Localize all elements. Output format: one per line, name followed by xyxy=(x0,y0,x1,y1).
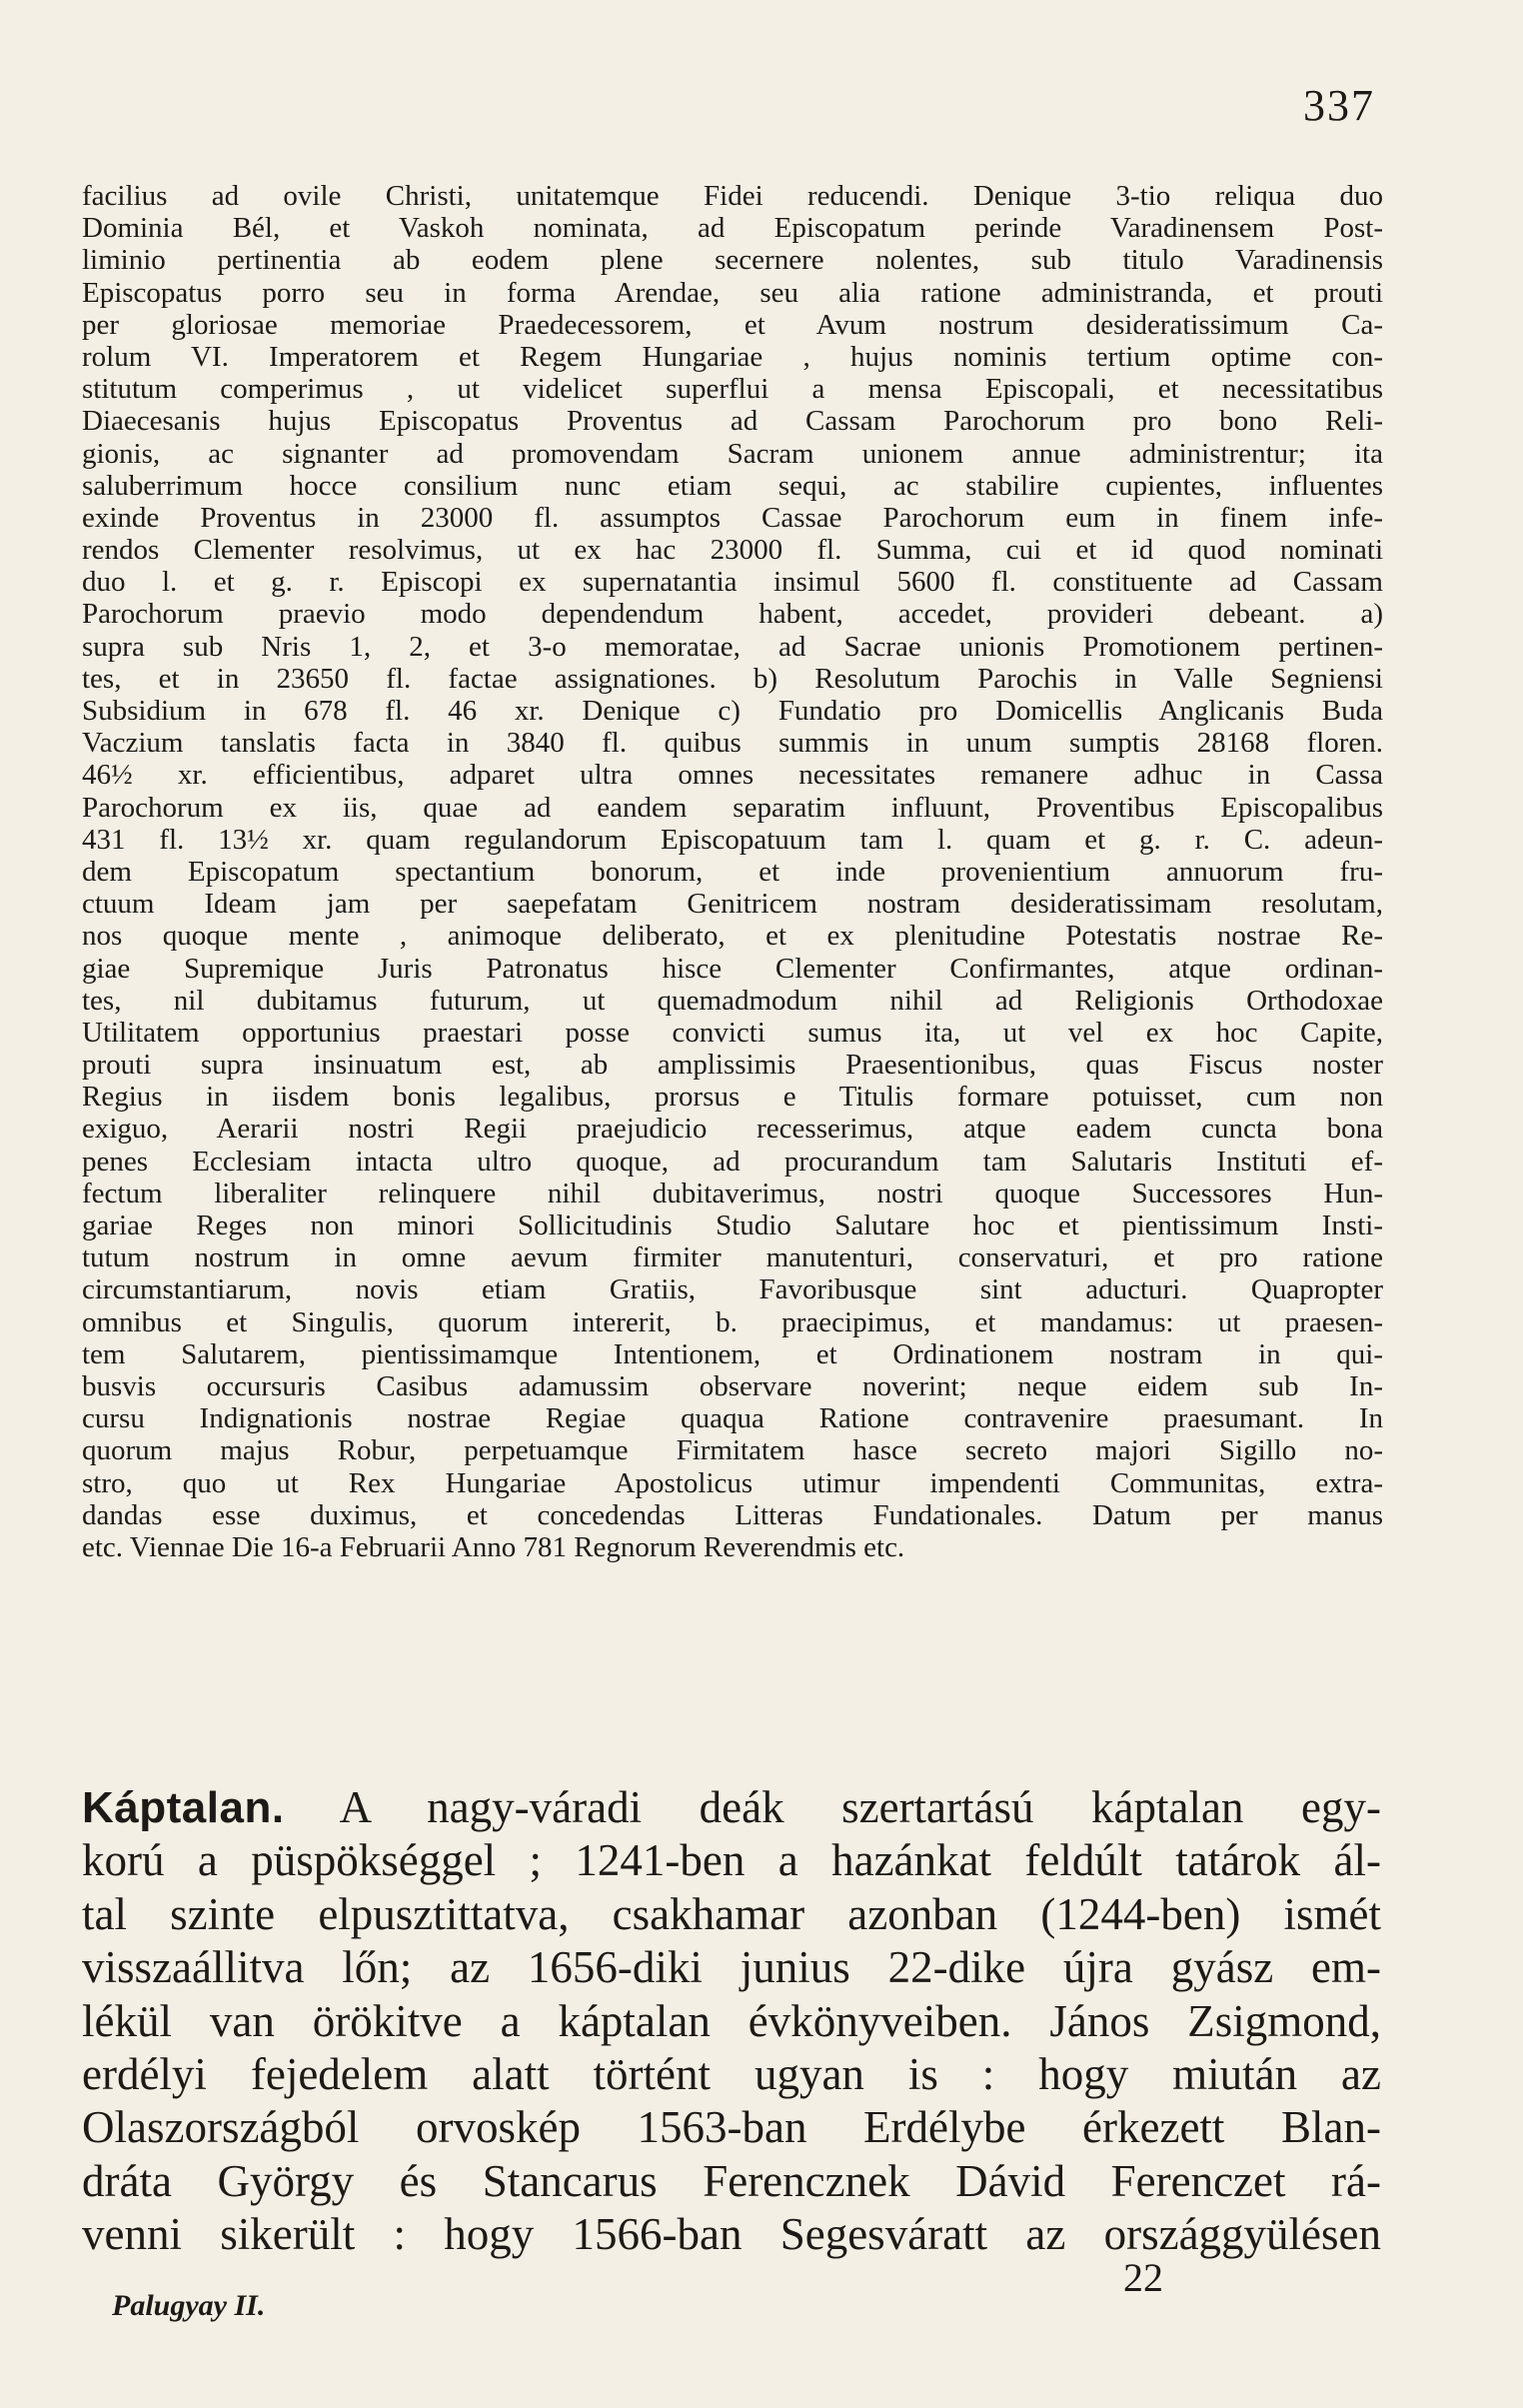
latin-line: Vaczium tanslatis facta in 3840 fl. quibus summis in unum sumptis 28168 floren. xyxy=(82,727,1383,760)
latin-line: Diaecesanis hujus Episcopatus Proventus ad Cassam Parochorum pro bono Reli- xyxy=(82,405,1383,438)
hungarian-line: dráta György és Stancarus Ferencznek Dávid Ferenczet rá- xyxy=(82,2155,1381,2206)
hungarian-text xyxy=(82,1781,1381,2262)
latin-line: facilius ad ovile Christi, unitatemque Fidei reducendi. Denique 3-tio reliqua duo xyxy=(82,180,1383,212)
latin-line: per gloriosae memoriae Praedecessorem, et Avum nostrum desideratissimum Ca- xyxy=(82,308,1383,341)
hungarian-line: lékül van örökitve a káptalan évkönyveiben. János Zsigmond, xyxy=(82,1995,1381,2046)
latin-line: ctuum Ideam jam per saepefatam Genitricem nostram desideratissimam resolutam, xyxy=(82,888,1383,921)
latin-line: 431 fl. 13½ xr. quam regulandorum Episcopatuum tam l. quam et g. r. C. adeun- xyxy=(82,823,1383,856)
sheet-number: 22 xyxy=(1123,2255,1163,2300)
hungarian-first-line-text: A nagy-váradi deák szertartású káptalan egy- xyxy=(284,1782,1381,1832)
latin-line: prouti supra insinuatum est, ab amplissimis Praesentionibus, quas Fiscus noster xyxy=(82,1049,1383,1082)
page-number: 337 xyxy=(1303,81,1375,130)
latin-line: giae Supremique Juris Patronatus hisce Clementer Confirmantes, atque ordinan- xyxy=(82,952,1383,985)
hungarian-line: visszaállitva lőn; az 1656-diki junius 22-dike újra gyász em- xyxy=(82,1942,1381,1993)
latin-line: Dominia Bél, et Vaskoh nominata, ad Episcopatum perinde Varadinensem Post- xyxy=(82,212,1383,245)
latin-line: exiguo, Aerarii nostri Regii praejudicio recesserimus, atque eadem cuncta bona xyxy=(82,1113,1383,1146)
latin-line: Episcopatus porro seu in forma Arendae, seu alia ratione administranda, et prouti xyxy=(82,276,1383,309)
latin-line: 46½ xr. efficientibus, adparet ultra omnes necessitates remanere adhuc in Cassa xyxy=(82,759,1383,792)
hungarian-line: Olaszországból orvoskép 1563-ban Erdélybe érkezett Blan- xyxy=(82,2102,1381,2153)
latin-line: penes Ecclesiam intacta ultro quoque, ad procurandum tam Salutaris Instituti ef- xyxy=(82,1145,1383,1178)
latin-line: supra sub Nris 1, 2, et 3-o memoratae, ad Sacrae unionis Promotionem pertinen- xyxy=(82,630,1383,663)
latin-line: nos quoque mente , animoque deliberato, et ex plenitudine Potestatis nostrae Re- xyxy=(82,920,1383,953)
latin-line: rolum VI. Imperatorem et Regem Hungariae , hujus nominis tertium optime con- xyxy=(82,340,1383,373)
hungarian-line: venni sikerült : hogy 1566-ban Segesváratt az országgyülésen xyxy=(82,2209,1381,2260)
latin-line: tem Salutarem, pientissimamque Intentionem, et Ordinationem nostram in qui- xyxy=(82,1337,1383,1370)
latin-line: saluberrimum hocce consilium nunc etiam sequi, ac stabilire cupientes, influentes xyxy=(82,469,1383,502)
latin-line: exinde Proventus in 23000 fl. assumptos Cassae Parochorum eum in finem infe- xyxy=(82,501,1383,534)
signature-mark: Palugyay II. xyxy=(112,2289,266,2322)
latin-line: stro, quo ut Rex Hungariae Apostolicus utimur impendenti Communitas, extra- xyxy=(82,1466,1383,1499)
latin-line: duo l. et g. r. Episcopi ex supernatantia insimul 5600 fl. constituente ad Cassam xyxy=(82,566,1383,599)
latin-line: Regius in iisdem bonis legalibus, prorsus e Titulis formare potuisset, cum non xyxy=(82,1081,1383,1114)
section-heading: Káptalan. xyxy=(82,1783,285,1832)
latin-line: dem Episcopatum spectantium bonorum, et inde provenientium annuorum fru- xyxy=(82,855,1383,888)
latin-line: quorum majus Robur, perpetuamque Firmitatem hasce secreto majori Sigillo no- xyxy=(82,1434,1383,1467)
latin-line: tes, et in 23650 fl. factae assignationes. b) Resolutum Parochis in Valle Segniensi xyxy=(82,662,1383,695)
hungarian-line xyxy=(82,1781,1381,1834)
latin-line: Parochorum praevio modo dependendum habent, accedet, provideri debeant. a) xyxy=(82,598,1383,631)
latin-line: liminio pertinentia ab eodem plene secernere nolentes, sub titulo Varadinensis xyxy=(82,244,1383,277)
latin-line: Subsidium in 678 fl. 46 xr. Denique c) Fundatio pro Domicellis Anglicanis Buda xyxy=(82,695,1383,727)
latin-line: rendos Clementer resolvimus, ut ex hac 23000 fl. Summa, cui et id quod nominati xyxy=(82,534,1383,567)
latin-line: omnibus et Singulis, quorum intererit, b. praecipimus, et mandamus: ut praesen- xyxy=(82,1305,1383,1338)
hungarian-line: korú a püspökséggel ; 1241-ben a hazánkat feldúlt tatárok ál- xyxy=(82,1835,1381,1886)
latin-line: cursu Indignationis nostrae Regiae quaqua Ratione contravenire praesumant. In xyxy=(82,1402,1383,1435)
latin-line: gionis, ac signanter ad promovendam Sacram unionem annue administrentur; ita xyxy=(82,437,1383,470)
latin-line: tutum nostrum in omne aevum firmiter manutenturi, conservaturi, et pro ratione xyxy=(82,1241,1383,1274)
latin-line: gariae Reges non minori Sollicitudinis Studio Salutare hoc et pientissimum Insti- xyxy=(82,1209,1383,1241)
latin-line: tes, nil dubitamus futurum, ut quemadmodum nihil ad Religionis Orthodoxae xyxy=(82,984,1383,1017)
latin-document-text xyxy=(82,180,1383,1563)
latin-line: dandas esse duximus, et concedendas Litteras Fundationales. Datum per manus xyxy=(82,1498,1383,1531)
latin-line: Parochorum ex iis, quae ad eandem separatim influunt, Proventibus Episcopalibus xyxy=(82,791,1383,824)
latin-line: fectum liberaliter relinquere nihil dubitaverimus, nostri quoque Successores Hun- xyxy=(82,1177,1383,1209)
latin-line: etc. Viennae Die 16-a Februarii Anno 781 Regnorum Reverendmis etc. xyxy=(82,1530,905,1563)
latin-line: Utilitatem opportunius praestari posse convicti sumus ita, ut vel ex hoc Capite, xyxy=(82,1016,1383,1049)
latin-line: busvis occursuris Casibus adamussim observare noverint; neque eidem sub In- xyxy=(82,1369,1383,1402)
hungarian-line: tal szinte elpusztittatva, csakhamar azonban (1244-ben) ismét xyxy=(82,1888,1381,1939)
latin-line: stitutum comperimus , ut videlicet superflui a mensa Episcopali, et necessitatibus xyxy=(82,373,1383,406)
hungarian-line: erdélyi fejedelem alatt történt ugyan is : hogy miután az xyxy=(82,2048,1381,2099)
latin-line: circumstantiarum, novis etiam Gratiis, Favoribusque sint aducturi. Quapropter xyxy=(82,1273,1383,1306)
